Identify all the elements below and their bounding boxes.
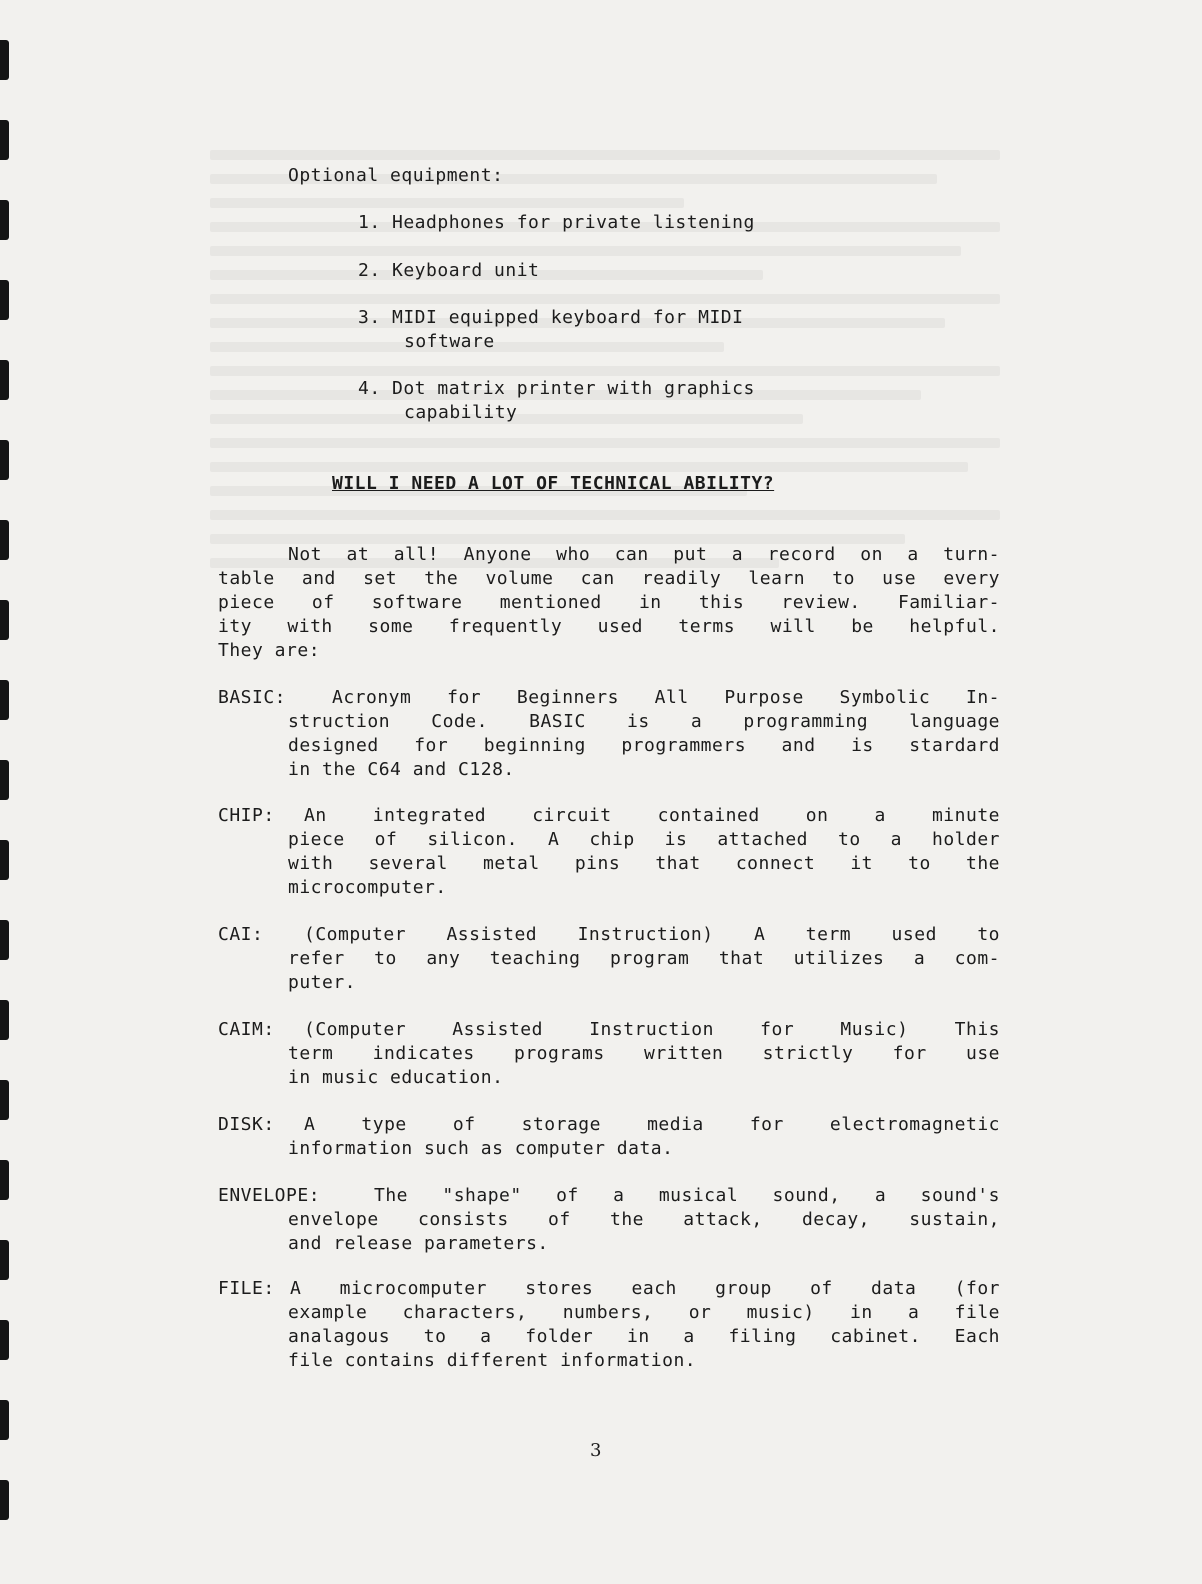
term-definition-line: refer to any teaching program that utilizes a com-: [288, 948, 1000, 969]
term-definition-line: (Computer Assisted Instruction) A term used to: [304, 924, 1000, 945]
binding-ring: [0, 1320, 9, 1360]
term-definition-line: in the C64 and C128.: [288, 759, 515, 780]
term-definition-line: (Computer Assisted Instruction for Music) This: [304, 1019, 1000, 1040]
term-label: CAI:: [218, 924, 264, 945]
term-label: BASIC:: [218, 687, 287, 708]
binding-ring: [0, 280, 9, 320]
term-label: DISK:: [218, 1114, 275, 1135]
binding-ring: [0, 1400, 9, 1440]
term-definition-line: piece of silicon. A chip is attached to a holder: [288, 829, 1000, 850]
term-definition-line: file contains different information.: [288, 1350, 697, 1371]
optional-item: 4. Dot matrix printer with graphics: [358, 378, 755, 399]
term-label: CAIM:: [218, 1019, 275, 1040]
term-definition-line: analagous to a folder in a filing cabinet. Each: [288, 1326, 1000, 1347]
binding-ring: [0, 440, 9, 480]
intro-line: table and set the volume can readily learn to use every: [218, 568, 1000, 589]
term-definition-line: with several metal pins that connect it to the: [288, 853, 1000, 874]
term-definition-line: microcomputer.: [288, 877, 447, 898]
binding-ring: [0, 680, 9, 720]
term-definition-line: struction Code. BASIC is a programming language: [288, 711, 1000, 732]
term-definition-line: designed for beginning programmers and is stardard: [288, 735, 1000, 756]
binding-ring: [0, 360, 9, 400]
spiral-binding: [0, 0, 14, 1584]
binding-ring: [0, 840, 9, 880]
term-label: FILE:: [218, 1278, 275, 1299]
optional-item: 3. MIDI equipped keyboard for MIDI: [358, 307, 744, 328]
optional-item: 2. Keyboard unit: [358, 260, 540, 281]
binding-ring: [0, 600, 9, 640]
section-heading: WILL I NEED A LOT OF TECHNICAL ABILITY?: [332, 473, 775, 494]
binding-ring: [0, 1080, 9, 1120]
term-definition-line: in music education.: [288, 1067, 504, 1088]
binding-ring: [0, 40, 9, 80]
term-definition-line: envelope consists of the attack, decay, sustain,: [288, 1209, 1000, 1230]
term-definition-line: Acronym for Beginners All Purpose Symbolic In-: [332, 687, 1000, 708]
term-definition-line: The "shape" of a musical sound, a sound's: [374, 1185, 1000, 1206]
term-label: ENVELOPE:: [218, 1185, 321, 1206]
binding-ring: [0, 1240, 9, 1280]
binding-ring: [0, 1000, 9, 1040]
term-definition-line: and release parameters.: [288, 1233, 549, 1254]
term-definition-line: A microcomputer stores each group of data (for: [290, 1278, 1000, 1299]
term-label: CHIP:: [218, 805, 275, 826]
term-definition-line: term indicates programs written strictly for use: [288, 1043, 1000, 1064]
optional-item: 1. Headphones for private listening: [358, 212, 755, 233]
optional-title: Optional equipment:: [288, 165, 504, 186]
term-definition-line: information such as computer data.: [288, 1138, 674, 1159]
binding-ring: [0, 760, 9, 800]
term-definition-line: example characters, numbers, or music) in a file: [288, 1302, 1000, 1323]
intro-line: They are:: [218, 640, 321, 661]
binding-ring: [0, 520, 9, 560]
binding-ring: [0, 1480, 9, 1520]
term-definition-line: An integrated circuit contained on a minute: [304, 805, 1000, 826]
intro-line: piece of software mentioned in this review. Familiar-: [218, 592, 1000, 613]
optional-item-continued: capability: [404, 402, 518, 423]
binding-ring: [0, 1160, 9, 1200]
optional-item-continued: software: [404, 331, 495, 352]
binding-ring: [0, 120, 9, 160]
binding-ring: [0, 200, 9, 240]
intro-line: ity with some frequently used terms will be helpful.: [218, 616, 1000, 637]
page-number: 3: [590, 1440, 602, 1461]
intro-line: Not at all! Anyone who can put a record on a turn-: [288, 544, 1000, 565]
term-definition-line: A type of storage media for electromagnetic: [304, 1114, 1000, 1135]
term-definition-line: puter.: [288, 972, 357, 993]
binding-ring: [0, 920, 9, 960]
